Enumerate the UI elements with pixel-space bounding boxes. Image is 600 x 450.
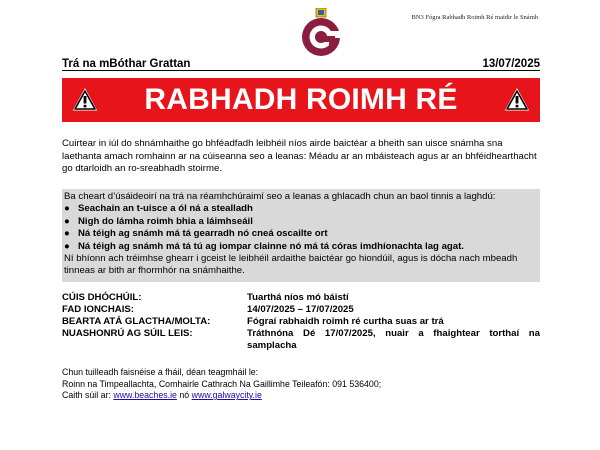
fact-value: Fógraí rabhaidh roimh ré curtha suas ar trá bbox=[247, 316, 444, 327]
fact-key: CÚIS DHÓCHÚIL: bbox=[62, 292, 142, 303]
document-reference: BN3 Fógra Rabhadh Roimh Ré maidir le Snámh bbox=[411, 14, 538, 21]
notice-date: 13/07/2025 bbox=[482, 58, 540, 70]
fact-key: FAD IONCHAIS: bbox=[62, 304, 134, 315]
banner-title: RABHADH ROIMH RÉ bbox=[144, 83, 458, 116]
bullet-icon: ● bbox=[64, 228, 70, 240]
advice-item: ● Ná téigh ag snámh má tá gearradh nó cneá oscailte ort bbox=[64, 228, 328, 240]
contact-intro: Chun tuilleadh faisnéise a fháil, déan teagmháil le: bbox=[62, 367, 259, 377]
fact-key: BEARTA ATÁ GLACTHA/MOLTA: bbox=[62, 316, 211, 327]
galwaycity-link[interactable]: www.galwaycity.ie bbox=[191, 390, 262, 401]
bullet-icon: ● bbox=[64, 240, 70, 252]
advice-box bbox=[62, 189, 540, 282]
contact-links: Caith súil ar: www.beaches.ie nó www.galwaycity.ie bbox=[62, 390, 262, 401]
advice-item: ● Ná téigh ag snámh má tá tú ag iompar clainne nó má tá córas imdhíonachta lag agat. bbox=[64, 240, 464, 252]
fact-value: Tuarthá níos mó báistí bbox=[247, 292, 349, 303]
advice-list bbox=[64, 203, 538, 253]
advice-lead: Ba cheart d’úsáideoirí na trá na réamhchúraimí seo a leanas a ghlacadh chun an baol tinnis a laghdú: bbox=[64, 191, 496, 202]
warning-banner bbox=[62, 78, 540, 122]
fact-row bbox=[62, 328, 540, 352]
fact-key: NUASHONRÚ AG SÚIL LEIS: bbox=[62, 328, 193, 339]
fact-row bbox=[62, 316, 540, 328]
bullet-icon: ● bbox=[64, 203, 70, 215]
advice-footer: Ní bhíonn ach tréimhse ghearr i gceist le leibhéil ardaithe baictéar go hiondúil, agus is dócha nach mbeadh tinneas ar bith ar fhormhór na snámhaithe. bbox=[64, 253, 518, 277]
beach-location: Trá na mBóthar Grattan bbox=[62, 58, 191, 70]
fact-value: 14/07/2025 – 17/07/2025 bbox=[247, 304, 354, 315]
header-divider bbox=[62, 70, 540, 71]
fact-row bbox=[62, 304, 540, 316]
advice-item: ● Seachain an t-uisce a ól ná a stealladh bbox=[64, 203, 253, 215]
beaches-link[interactable]: www.beaches.ie bbox=[113, 390, 177, 401]
intro-paragraph: Cuirtear in iúl do shnámhaithe go bhféadfadh leibhéil níos airde baictéar a bheith san uisce snámha sna laethanta amach romhainn ar na cúiseanna seo a leanas: Méadu ar an mbáisteach agus ar an bhféidhearthacht go dtarloidh an ro-sreabhadh stoirme. bbox=[62, 138, 537, 175]
facts-table bbox=[62, 292, 540, 352]
advice-item: ● Nigh do lámha roimh bhia a láimhseáil bbox=[64, 215, 253, 227]
contact-department: Roinn na Timpeallachta, Comhairle Cathrach Na Gaillimhe Teileafón: 091 536400; bbox=[62, 378, 382, 389]
galway-city-council-logo bbox=[296, 8, 346, 58]
fact-value: Tráthnóna Dé 17/07/2025, nuair a fhaightear torthaí na samplacha bbox=[247, 328, 540, 351]
warning-triangle-icon bbox=[502, 85, 532, 113]
fact-row bbox=[62, 292, 540, 304]
contact-section bbox=[62, 367, 540, 402]
bullet-icon: ● bbox=[64, 215, 70, 227]
header-row bbox=[62, 54, 540, 70]
